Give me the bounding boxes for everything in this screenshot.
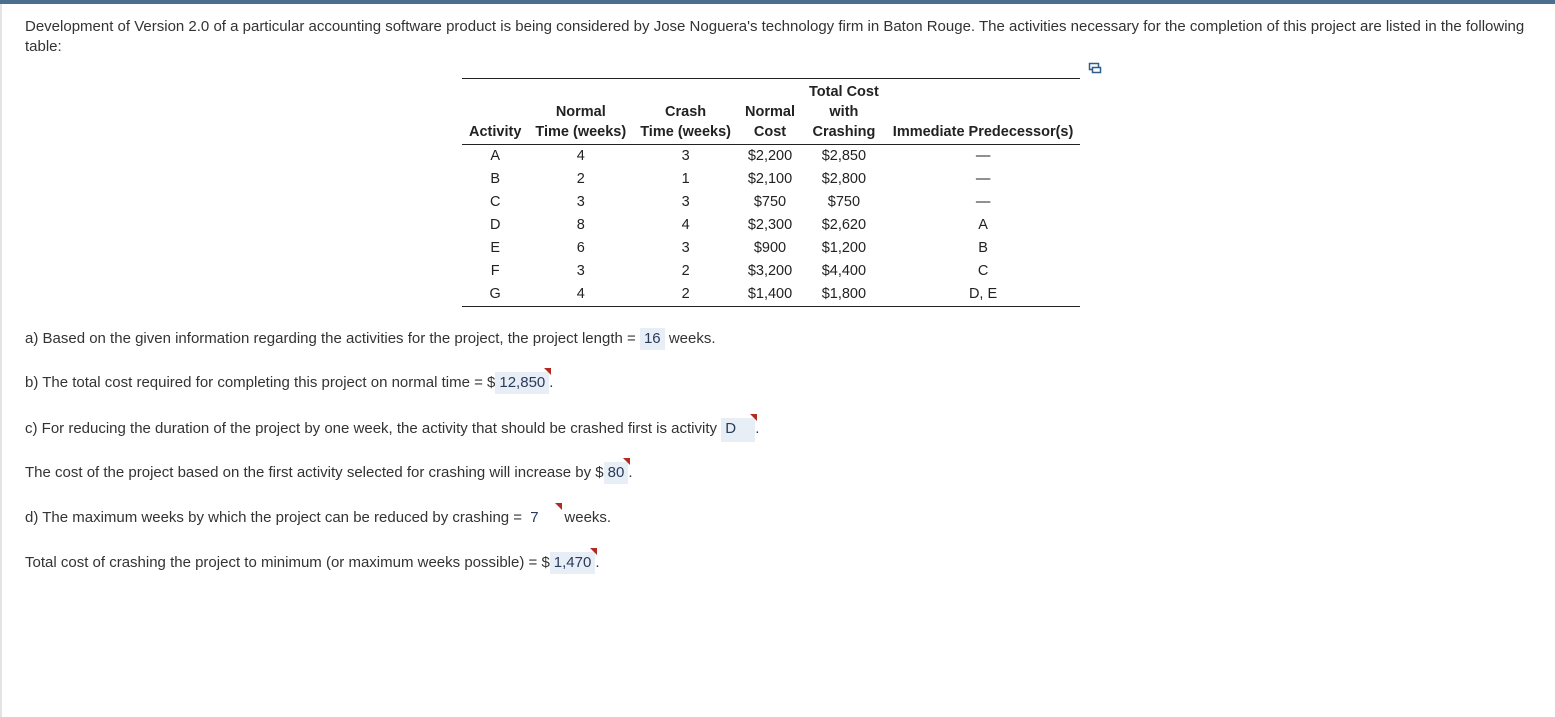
cell-total-cost: $2,800 <box>821 171 867 187</box>
table-row <box>462 191 1080 214</box>
cell-normal-time: 4 <box>576 286 585 302</box>
cell-total-cost: $1,200 <box>821 240 867 256</box>
cell-crash-time: 2 <box>681 263 690 279</box>
cell-normal-cost: $1,400 <box>747 286 793 302</box>
header-total-cost: Total Cost with Crashing <box>802 79 886 145</box>
header-normal-time: Normal Time (weeks) <box>528 79 633 145</box>
question-d: d) The maximum weeks by which the project can be reduced by crashing = 7 weeks. <box>25 507 611 529</box>
cell-normal-time: 6 <box>576 240 585 256</box>
table-row <box>462 168 1080 191</box>
answer-d2-field[interactable]: 1,470 <box>550 552 596 574</box>
cell-crash-time: 3 <box>681 148 690 164</box>
cell-predecessors: C <box>977 263 989 279</box>
cell-normal-time: 4 <box>576 148 585 164</box>
table-header-row <box>462 79 1080 145</box>
cell-activity: B <box>490 171 501 187</box>
table-row <box>462 260 1080 283</box>
question-b: b) The total cost required for completing this project on normal time = $ 12,850 . <box>25 372 553 394</box>
cell-crash-time: 3 <box>681 240 690 256</box>
cell-crash-time: 4 <box>681 217 690 233</box>
answer-c2-field[interactable]: 80 <box>604 462 629 484</box>
cell-predecessors: — <box>975 171 991 187</box>
top-accent-bar <box>0 0 1555 4</box>
cell-normal-time: 8 <box>576 217 585 233</box>
cell-normal-cost: $750 <box>753 194 787 210</box>
table-row <box>462 145 1080 169</box>
answer-c-field[interactable]: D <box>721 418 755 442</box>
cell-normal-cost: $2,300 <box>747 217 793 233</box>
table-row <box>462 283 1080 307</box>
cell-activity: C <box>489 194 501 210</box>
cell-activity: F <box>490 263 500 279</box>
activities-table <box>462 78 1080 307</box>
cell-predecessors: B <box>978 240 988 256</box>
header-activity: Activity <box>462 79 528 145</box>
left-border <box>0 4 2 717</box>
cell-total-cost: $4,400 <box>821 263 867 279</box>
cell-total-cost: $750 <box>827 194 861 210</box>
table-row <box>462 237 1080 260</box>
problem-intro: Development of Version 2.0 of a particular accounting software product is being considered by Jose Noguera's technology firm in Baton Rouge. The activities necessary for the completion of this project are listed in the following table: <box>25 18 1525 55</box>
question-c: c) For reducing the duration of the project by one week, the activity that should be crashed first is activity D . <box>25 418 759 442</box>
answer-a-field[interactable]: 16 <box>640 328 665 350</box>
cell-total-cost: $2,620 <box>821 217 867 233</box>
cell-activity: G <box>489 286 501 302</box>
question-c2: The cost of the project based on the first activity selected for crashing will increase by $ 80 . <box>25 462 632 484</box>
cell-crash-time: 1 <box>681 171 690 187</box>
header-crash-time: Crash Time (weeks) <box>633 79 738 145</box>
cell-normal-cost: $900 <box>753 240 787 256</box>
cell-crash-time: 2 <box>681 286 690 302</box>
cell-activity: D <box>489 217 501 233</box>
cell-predecessors: D, E <box>968 286 998 302</box>
cell-normal-time: 2 <box>576 171 585 187</box>
cell-normal-time: 3 <box>576 263 585 279</box>
cell-activity: A <box>490 148 501 164</box>
cell-normal-cost: $2,100 <box>747 171 793 187</box>
question-d2: Total cost of crashing the project to minimum (or maximum weeks possible) = $ 1,470 . <box>25 552 600 574</box>
cell-predecessors: — <box>975 194 991 210</box>
answer-b-field[interactable]: 12,850 <box>495 372 549 394</box>
cell-activity: E <box>490 240 501 256</box>
header-normal-cost: Normal Cost <box>738 79 802 145</box>
cell-normal-cost: $2,200 <box>747 148 793 164</box>
cell-crash-time: 3 <box>681 194 690 210</box>
cell-total-cost: $1,800 <box>821 286 867 302</box>
table-row <box>462 214 1080 237</box>
cell-predecessors: A <box>978 217 988 233</box>
table-body <box>462 145 1080 307</box>
question-a: a) Based on the given information regarding the activities for the project, the project length = 16 weeks. <box>25 328 716 350</box>
cell-predecessors: — <box>975 148 991 164</box>
answer-d-field[interactable]: 7 <box>526 507 560 529</box>
copy-to-clipboard-icon[interactable] <box>1088 61 1102 75</box>
cell-normal-time: 3 <box>576 194 585 210</box>
cell-normal-cost: $3,200 <box>747 263 793 279</box>
header-predecessors: Immediate Predecessor(s) <box>886 79 1081 145</box>
cell-total-cost: $2,850 <box>821 148 867 164</box>
